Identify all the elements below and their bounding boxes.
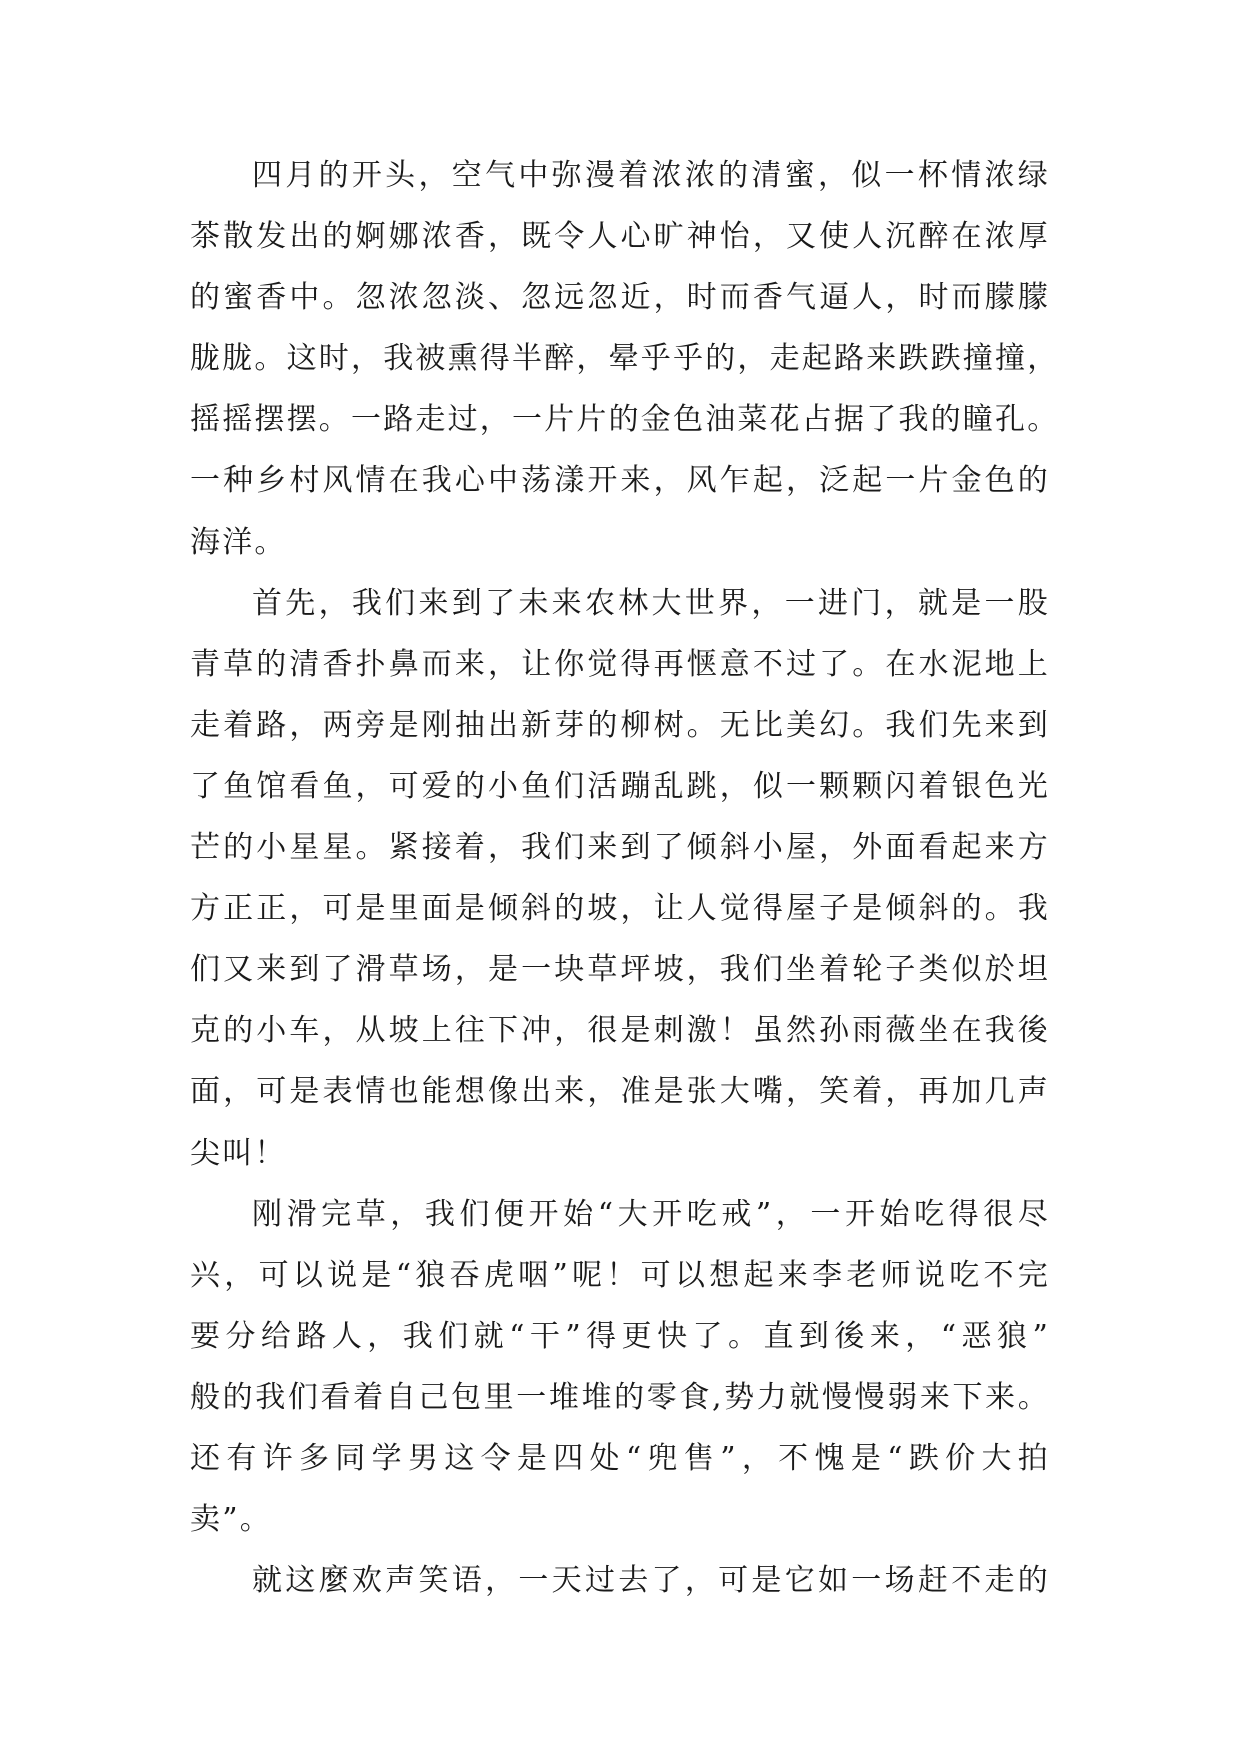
text-line: 走着路，两旁是刚抽出新芽的柳树。无比美幻。我们先来到 [190, 707, 1050, 743]
text-line: 面，可是表情也能想像出来，准是张大嘴，笑着，再加几声 [190, 1074, 1050, 1110]
text-line: 青草的清香扑鼻而来，让你觉得再惬意不过了。在水泥地上 [190, 646, 1050, 682]
document-page [190, 145, 1060, 1611]
text-line: 就这麼欢声笑语，一天过去了，可是它如一场赶不走的 [252, 1563, 1050, 1599]
text-line: 们又来到了滑草场，是一块草坪坡，我们坐着轮子类似於坦 [190, 952, 1050, 988]
text-line: 摇摇摆摆。一路走过，一片片的金色油菜花占据了我的瞳孔。 [190, 402, 1060, 438]
text-line: 的蜜香中。忽浓忽淡、忽远忽近，时而香气逼人，时而朦朦 [190, 280, 1050, 316]
paragraph-1 [190, 145, 1060, 573]
text-line: 芒的小星星。紧接着，我们来到了倾斜小屋，外面看起来方 [190, 830, 1050, 866]
text-line: 胧胧。这时，我被熏得半醉，晕乎乎的，走起路来跌跌撞撞， [190, 341, 1060, 377]
text-line: 般的我们看着自己包里一堆堆的零食,势力就慢慢弱来下来。 [190, 1379, 1050, 1415]
text-line: 刚滑完草，我们便开始“大开吃戒”，一开始吃得很尽 [252, 1196, 1050, 1232]
text-line: 四月的开头，空气中弥漫着浓浓的清蜜，似一杯情浓绿 [252, 158, 1050, 193]
paragraph-2 [190, 573, 1050, 1184]
text-line: 一种乡村风情在我心中荡漾开来，风乍起，泛起一片金色的 [190, 463, 1050, 499]
text-line: 兴，可以说是“狼吞虎咽”呢！可以想起来李老师说吃不完 [190, 1257, 1050, 1293]
paragraph-4 [190, 1550, 1050, 1611]
paragraph-3 [190, 1184, 1050, 1551]
text-line: 尖叫！ [190, 1135, 287, 1171]
text-line: 茶散发出的婀娜浓香，既令人心旷神怡，又使人沉醉在浓厚 [190, 219, 1050, 255]
text-line: 还有许多同学男这令是四处“兜售”，不愧是“跌价大拍 [190, 1440, 1050, 1476]
text-line: 海洋。 [190, 524, 287, 560]
text-line: 方正正，可是里面是倾斜的坡，让人觉得屋子是倾斜的。我 [190, 891, 1050, 927]
text-line: 要分给路人，我们就“干”得更快了。直到後来，“恶狼” [190, 1318, 1050, 1354]
text-line: 卖”。 [190, 1502, 272, 1538]
text-line: 了鱼馆看鱼，可爱的小鱼们活蹦乱跳，似一颗颗闪着银色光 [190, 768, 1050, 804]
text-line: 克的小车，从坡上往下冲，很是刺激！虽然孙雨薇坐在我後 [190, 1013, 1050, 1049]
text-line: 首先，我们来到了未来农林大世界，一进门，就是一股 [252, 585, 1050, 621]
